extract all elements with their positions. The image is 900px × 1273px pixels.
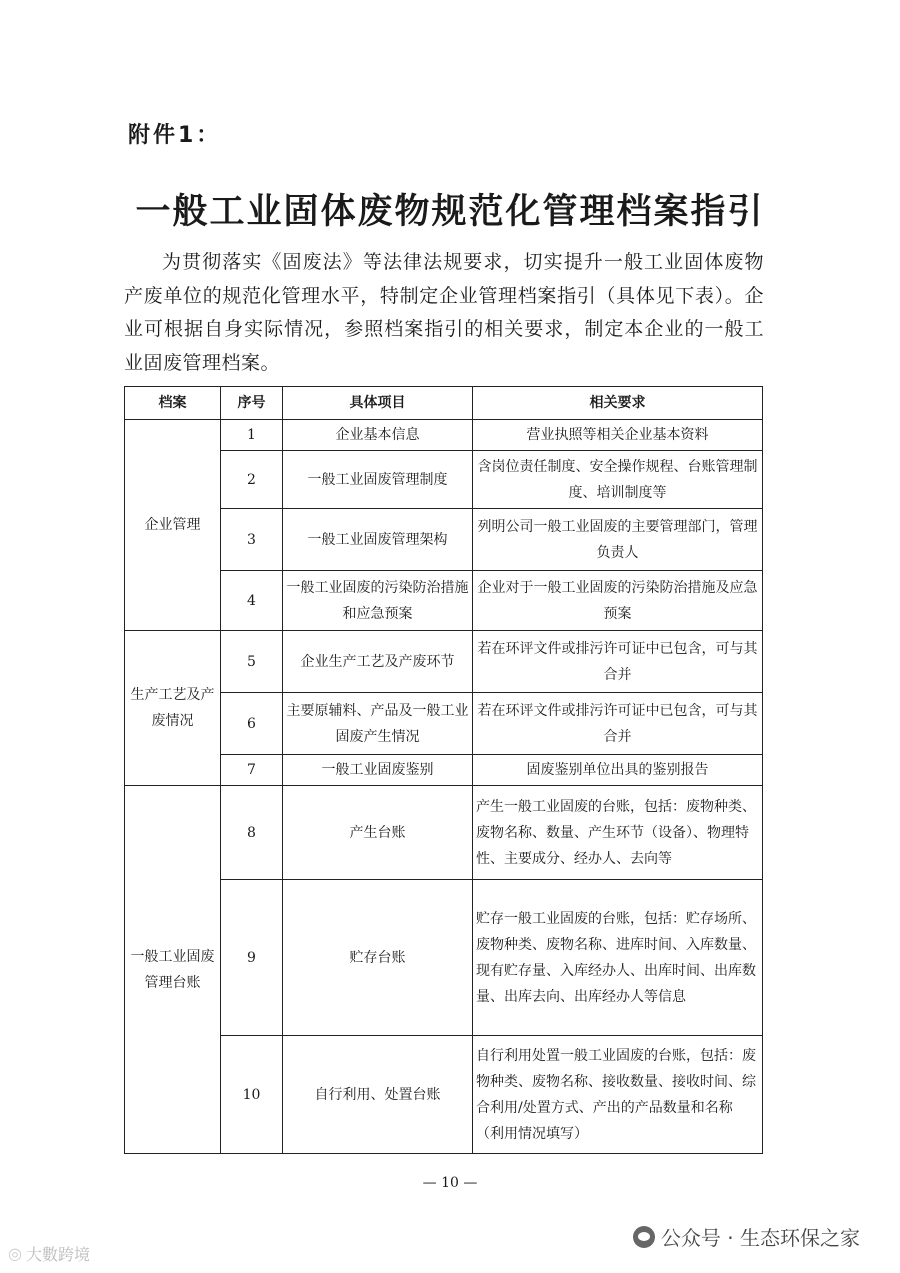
row-number: 3 xyxy=(221,509,283,571)
archive-guide-table xyxy=(124,386,763,1154)
table-header-row xyxy=(125,387,763,420)
row-number: 1 xyxy=(221,420,283,451)
row-number: 5 xyxy=(221,631,283,693)
row-item: 企业生产工艺及产废环节 xyxy=(283,631,473,693)
row-requirement: 若在环评文件或排污许可证中已包含，可与其合并 xyxy=(473,693,763,755)
row-requirement: 列明公司一般工业固废的主要管理部门，管理负责人 xyxy=(473,509,763,571)
row-requirement: 若在环评文件或排污许可证中已包含，可与其合并 xyxy=(473,631,763,693)
row-number: 9 xyxy=(221,880,283,1036)
table-row xyxy=(125,786,763,880)
row-item: 自行利用、处置台账 xyxy=(283,1036,473,1154)
row-item: 一般工业固废管理制度 xyxy=(283,451,473,509)
row-item: 一般工业固废鉴别 xyxy=(283,755,473,786)
group-name-cell: 生产工艺及产废情况 xyxy=(125,631,221,786)
row-requirement: 含岗位责任制度、安全操作规程、台账管理制度、培训制度等 xyxy=(473,451,763,509)
attachment-label: 附件1： xyxy=(128,123,222,148)
table-row xyxy=(125,509,763,571)
row-number: 2 xyxy=(221,451,283,509)
wechat-icon xyxy=(633,1226,655,1248)
table-row xyxy=(125,571,763,631)
wechat-watermark xyxy=(633,1222,860,1251)
row-number: 4 xyxy=(221,571,283,631)
row-requirement: 企业对于一般工业固废的污染防治措施及应急预案 xyxy=(473,571,763,631)
table-row xyxy=(125,631,763,693)
row-requirement: 自行利用处置一般工业固废的台账，包括：废物种类、废物名称、接收数量、接收时间、综合利用/处置方式、产出的产品数量和名称（利用情况填写） xyxy=(473,1036,763,1154)
row-item: 一般工业固废管理架构 xyxy=(283,509,473,571)
table-row xyxy=(125,1036,763,1154)
page-number: — 10 — xyxy=(422,1175,478,1191)
watermark-text: 公众号 · 生态环保之家 xyxy=(660,1226,860,1250)
row-number: 6 xyxy=(221,693,283,755)
header-archive: 档案 xyxy=(125,387,221,420)
row-requirement: 贮存一般工业固废的台账，包括：贮存场所、废物种类、废物名称、进库时间、入库数量、现有贮存量、入库经办人、出库时间、出库数量、出库去向、出库经办人等信息 xyxy=(473,880,763,1036)
corner-logo-icon: ◎ xyxy=(8,1244,22,1263)
row-item: 产生台账 xyxy=(283,786,473,880)
group-name-cell: 企业管理 xyxy=(125,420,221,631)
row-requirement: 产生一般工业固废的台账，包括：废物种类、废物名称、数量、产生环节（设备）、物理特性、主要成分、经办人、去向等 xyxy=(473,786,763,880)
row-item: 一般工业固废的污染防治措施和应急预案 xyxy=(283,571,473,631)
row-requirement: 固废鉴别单位出具的鉴别报告 xyxy=(473,755,763,786)
row-item: 贮存台账 xyxy=(283,880,473,1036)
row-number: 10 xyxy=(221,1036,283,1154)
header-requirement: 相关要求 xyxy=(473,387,763,420)
header-number: 序号 xyxy=(221,387,283,420)
row-number: 8 xyxy=(221,786,283,880)
table-row xyxy=(125,880,763,1036)
table-row xyxy=(125,693,763,755)
group-name-cell: 一般工业固废管理台账 xyxy=(125,786,221,1154)
document-title: 一般工业固体废物规范化管理档案指引 xyxy=(135,192,765,232)
corner-logo xyxy=(8,1242,90,1265)
row-requirement: 营业执照等相关企业基本资料 xyxy=(473,420,763,451)
corner-logo-text: 大數跨境 xyxy=(25,1245,90,1264)
header-item: 具体项目 xyxy=(283,387,473,420)
row-item: 主要原辅料、产品及一般工业固废产生情况 xyxy=(283,693,473,755)
intro-paragraph: 为贯彻落实《固废法》等法律法规要求，切实提升一般工业固体废物产废单位的规范化管理水平，特制定企业管理档案指引（具体见下表）。企业可根据自身实际情况，参照档案指引的相关要求，制定本企业的一般工业固废管理档案。 xyxy=(124,251,764,374)
table-row xyxy=(125,451,763,509)
row-number: 7 xyxy=(221,755,283,786)
table-row xyxy=(125,420,763,451)
table-row xyxy=(125,755,763,786)
row-item: 企业基本信息 xyxy=(283,420,473,451)
